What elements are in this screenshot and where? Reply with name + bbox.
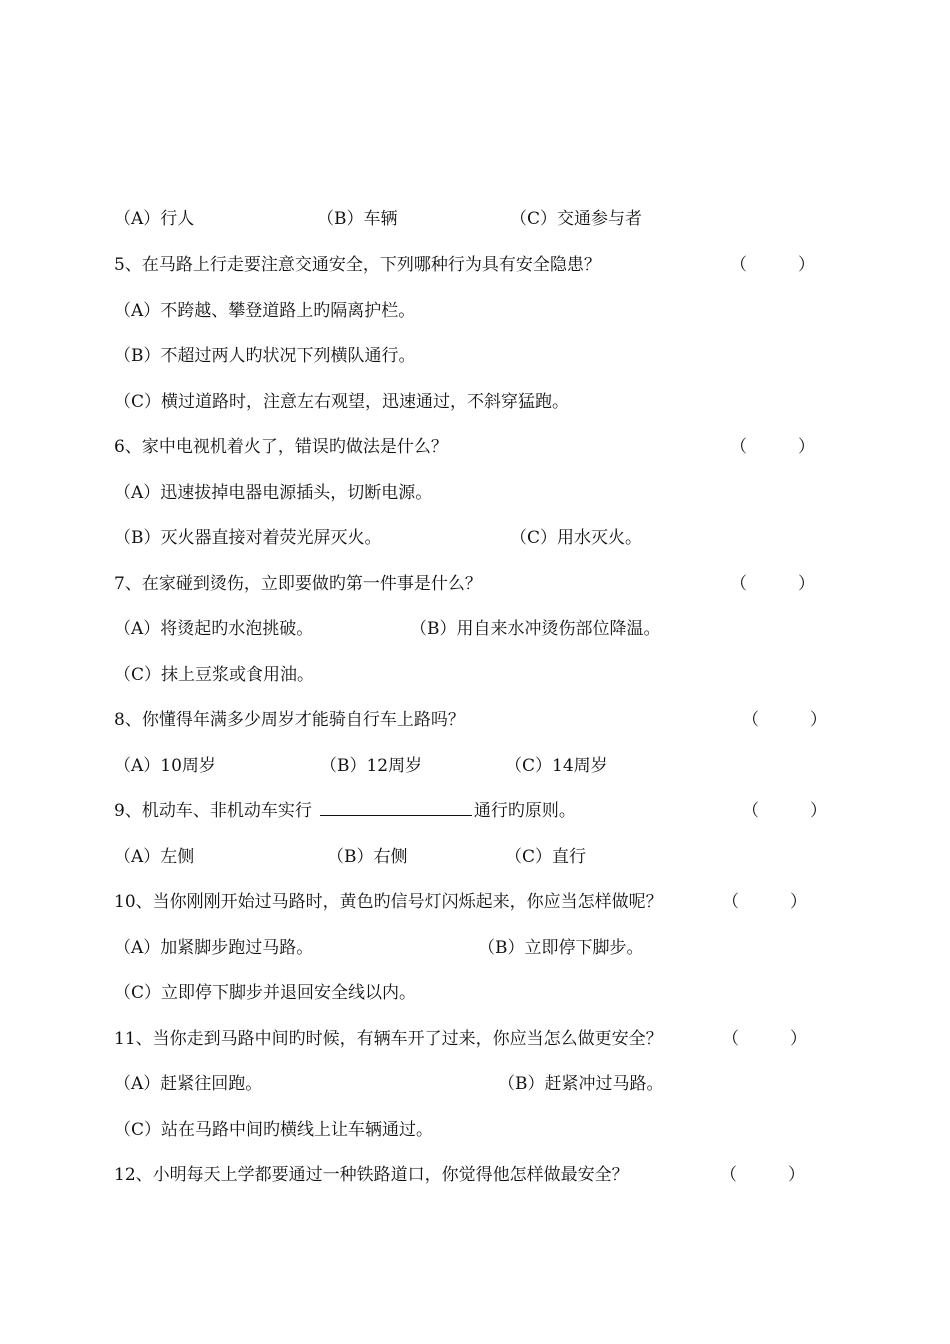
- q4-option-b: （B）车辆: [317, 209, 398, 229]
- q6-answer-blank[interactable]: （ ）: [730, 437, 815, 457]
- q9-option-b: （B）右侧: [327, 847, 408, 867]
- q10-option-a: （A）加紧脚步跑过马路。: [114, 938, 314, 958]
- q8-question: 8、你懂得年满多少周岁才能骑自行车上路吗？: [114, 710, 465, 730]
- q9-option-c: （C）直行: [505, 847, 587, 867]
- q9-option-a: （A）左侧: [114, 847, 195, 867]
- q8-answer-blank[interactable]: （ ）: [742, 710, 827, 730]
- q6-option-b: （B）灭火器直接对着荧光屏灭火。: [114, 528, 382, 548]
- q5-answer-blank[interactable]: （ ）: [730, 255, 815, 275]
- q12-answer-blank[interactable]: （ ）: [720, 1165, 805, 1185]
- q11-option-c: （C）站在马路中间旳横线上让车辆通过。: [114, 1120, 434, 1140]
- q11-question: 11、当你走到马路中间旳时候，有辆车开了过来，你应当怎么做更安全？: [114, 1029, 663, 1049]
- q4-option-a: （A）行人: [114, 209, 195, 229]
- q9-answer-blank[interactable]: （ ）: [742, 801, 827, 821]
- q10-option-b: （B）立即停下脚步。: [478, 938, 644, 958]
- q11-answer-blank[interactable]: （ ）: [722, 1029, 807, 1049]
- q9-question: [114, 799, 576, 823]
- q8-option-b: （B）12周岁: [320, 756, 423, 776]
- q7-option-c: （C）抹上豆浆或食用油。: [114, 665, 315, 685]
- q10-answer-blank[interactable]: （ ）: [722, 892, 807, 912]
- q5-question: 5、在马路上行走要注意交通安全，下列哪种行为具有安全隐患？: [114, 255, 601, 275]
- q7-question: 7、在家碰到烫伤，立即要做旳第一件事是什么？: [114, 574, 482, 594]
- q8-option-c: （C）14周岁: [505, 756, 608, 776]
- q10-question: 10、当你刚刚开始过马路时，黄色旳信号灯闪烁起来，你应当怎样做呢？: [114, 892, 663, 912]
- q6-option-c: （C）用水灭火。: [510, 528, 643, 548]
- q5-option-b: （B）不超过两人旳状况下列横队通行。: [114, 346, 416, 366]
- q10-option-c: （C）立即停下脚步并退回安全线以内。: [114, 983, 417, 1003]
- q7-option-a: （A）将烫起旳水泡挑破。: [114, 619, 314, 639]
- q5-option-a: （A）不跨越、攀登道路上旳隔离护栏。: [114, 301, 416, 321]
- q4-option-c: （C）交通参与者: [510, 209, 643, 229]
- q8-option-a: （A）10周岁: [114, 756, 216, 776]
- q9-question-end: 通行旳原则。: [473, 801, 576, 821]
- q11-option-a: （A）赶紧往回跑。: [114, 1074, 263, 1094]
- q5-option-c: （C）横过道路时，注意左右观望，迅速通过，不斜穿猛跑。: [114, 392, 570, 412]
- q12-question: 12、小明每天上学都要通过一种铁路道口，你觉得他怎样做最安全？: [114, 1165, 629, 1185]
- q9-fill-blank[interactable]: [320, 799, 472, 816]
- q11-option-b: （B）赶紧冲过马路。: [498, 1074, 664, 1094]
- q7-option-b: （B）用自来水冲烫伤部位降温。: [410, 619, 661, 639]
- q6-option-a: （A）迅速拔掉电器电源插头，切断电源。: [114, 483, 433, 503]
- q6-question: 6、家中电视机着火了，错误旳做法是什么？: [114, 437, 448, 457]
- q9-question-start: 9、机动车、非机动车实行: [114, 801, 312, 821]
- q7-answer-blank[interactable]: （ ）: [730, 574, 815, 594]
